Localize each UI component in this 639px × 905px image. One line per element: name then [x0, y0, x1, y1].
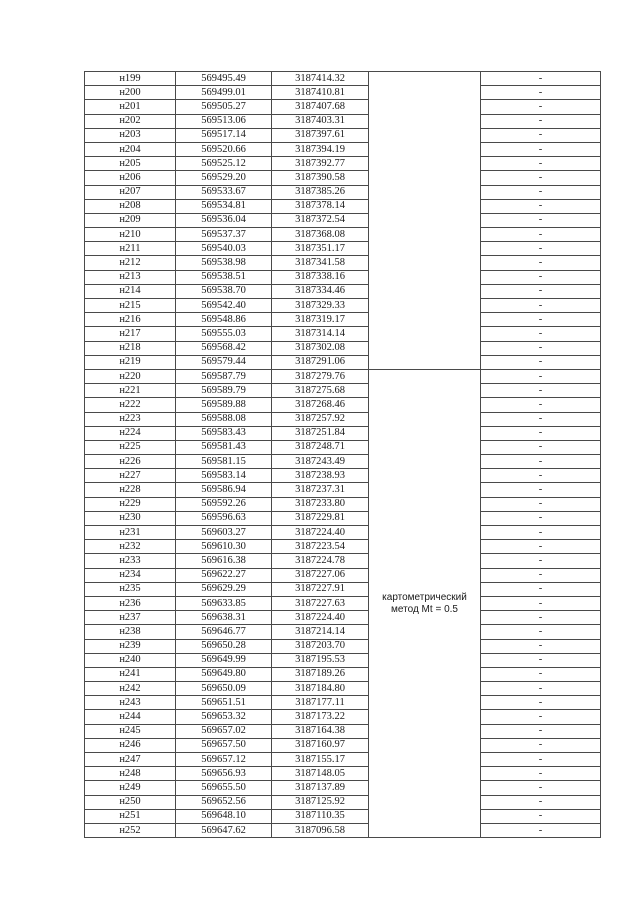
table-row: [85, 114, 601, 128]
table-row: [85, 242, 601, 256]
table-row: [85, 596, 601, 610]
note-cell: -: [481, 724, 601, 738]
note-cell: -: [481, 540, 601, 554]
y-coordinate-cell: 3187378.14: [272, 199, 369, 213]
table-row: [85, 753, 601, 767]
table-row: [85, 86, 601, 100]
y-coordinate-cell: 3187251.84: [272, 426, 369, 440]
note-cell: -: [481, 114, 601, 128]
coordinates-table-body: [85, 72, 601, 838]
y-coordinate-cell: 3187195.53: [272, 653, 369, 667]
x-coordinate-cell: 569517.14: [176, 128, 272, 142]
x-coordinate-cell: 569538.98: [176, 256, 272, 270]
x-coordinate-cell: 569616.38: [176, 554, 272, 568]
x-coordinate-cell: 569633.85: [176, 596, 272, 610]
y-coordinate-cell: 3187173.22: [272, 710, 369, 724]
point-name-cell: н215: [85, 299, 176, 313]
note-cell: -: [481, 767, 601, 781]
note-cell: -: [481, 554, 601, 568]
y-coordinate-cell: 3187189.26: [272, 667, 369, 681]
note-cell: -: [481, 625, 601, 639]
point-name-cell: н206: [85, 171, 176, 185]
table-row: [85, 213, 601, 227]
note-cell: -: [481, 809, 601, 823]
x-coordinate-cell: 569596.63: [176, 511, 272, 525]
table-row: [85, 540, 601, 554]
table-row: [85, 625, 601, 639]
x-coordinate-cell: 569588.08: [176, 412, 272, 426]
table-row: [85, 795, 601, 809]
note-cell: -: [481, 795, 601, 809]
y-coordinate-cell: 3187184.80: [272, 682, 369, 696]
point-name-cell: н221: [85, 384, 176, 398]
y-coordinate-cell: 3187334.46: [272, 284, 369, 298]
point-name-cell: н235: [85, 582, 176, 596]
note-cell: -: [481, 256, 601, 270]
y-coordinate-cell: 3187227.91: [272, 582, 369, 596]
y-coordinate-cell: 3187125.92: [272, 795, 369, 809]
note-cell: -: [481, 738, 601, 752]
note-cell: -: [481, 682, 601, 696]
table-row: [85, 582, 601, 596]
note-cell: -: [481, 412, 601, 426]
table-row: [85, 284, 601, 298]
y-coordinate-cell: 3187329.33: [272, 299, 369, 313]
y-coordinate-cell: 3187229.81: [272, 511, 369, 525]
note-cell: -: [481, 596, 601, 610]
table-row: [85, 100, 601, 114]
note-cell: -: [481, 497, 601, 511]
point-name-cell: н242: [85, 682, 176, 696]
table-row: [85, 554, 601, 568]
x-coordinate-cell: 569540.03: [176, 242, 272, 256]
note-cell: -: [481, 72, 601, 86]
note-cell: -: [481, 213, 601, 227]
y-coordinate-cell: 3187237.31: [272, 483, 369, 497]
note-cell: -: [481, 341, 601, 355]
point-name-cell: н228: [85, 483, 176, 497]
y-coordinate-cell: 3187223.54: [272, 540, 369, 554]
y-coordinate-cell: 3187137.89: [272, 781, 369, 795]
y-coordinate-cell: 3187314.14: [272, 327, 369, 341]
note-cell: -: [481, 440, 601, 454]
point-name-cell: н231: [85, 526, 176, 540]
x-coordinate-cell: 569649.99: [176, 653, 272, 667]
method-cell: [369, 72, 481, 370]
point-name-cell: н199: [85, 72, 176, 86]
point-name-cell: н241: [85, 667, 176, 681]
x-coordinate-cell: 569647.62: [176, 823, 272, 837]
table-row: [85, 781, 601, 795]
table-row: [85, 440, 601, 454]
table-row: [85, 341, 601, 355]
note-cell: -: [481, 753, 601, 767]
note-cell: -: [481, 568, 601, 582]
table-row: [85, 142, 601, 156]
point-name-cell: н217: [85, 327, 176, 341]
note-cell: -: [481, 157, 601, 171]
point-name-cell: н245: [85, 724, 176, 738]
point-name-cell: н250: [85, 795, 176, 809]
note-cell: -: [481, 426, 601, 440]
point-name-cell: н218: [85, 341, 176, 355]
point-name-cell: н211: [85, 242, 176, 256]
x-coordinate-cell: 569649.80: [176, 667, 272, 681]
table-row: [85, 738, 601, 752]
point-name-cell: н248: [85, 767, 176, 781]
table-row: [85, 313, 601, 327]
table-row: [85, 710, 601, 724]
table-row: [85, 483, 601, 497]
y-coordinate-cell: 3187164.38: [272, 724, 369, 738]
table-row: [85, 185, 601, 199]
point-name-cell: н200: [85, 86, 176, 100]
point-name-cell: н222: [85, 398, 176, 412]
note-cell: -: [481, 86, 601, 100]
point-name-cell: н207: [85, 185, 176, 199]
point-name-cell: н226: [85, 455, 176, 469]
note-cell: -: [481, 639, 601, 653]
note-cell: -: [481, 469, 601, 483]
point-name-cell: н210: [85, 228, 176, 242]
point-name-cell: н227: [85, 469, 176, 483]
y-coordinate-cell: 3187248.71: [272, 440, 369, 454]
y-coordinate-cell: 3187214.14: [272, 625, 369, 639]
note-cell: -: [481, 142, 601, 156]
x-coordinate-cell: 569568.42: [176, 341, 272, 355]
y-coordinate-cell: 3187410.81: [272, 86, 369, 100]
table-row: [85, 369, 601, 383]
x-coordinate-cell: 569538.70: [176, 284, 272, 298]
note-cell: -: [481, 270, 601, 284]
x-coordinate-cell: 569586.94: [176, 483, 272, 497]
x-coordinate-cell: 569520.66: [176, 142, 272, 156]
x-coordinate-cell: 569656.93: [176, 767, 272, 781]
x-coordinate-cell: 569622.27: [176, 568, 272, 582]
method-cell: картометрический метод Mt = 0.5: [369, 369, 481, 837]
table-row: [85, 299, 601, 313]
table-row: [85, 228, 601, 242]
note-cell: -: [481, 710, 601, 724]
y-coordinate-cell: 3187203.70: [272, 639, 369, 653]
point-name-cell: н246: [85, 738, 176, 752]
table-row: [85, 696, 601, 710]
table-row: [85, 653, 601, 667]
x-coordinate-cell: 569651.51: [176, 696, 272, 710]
x-coordinate-cell: 569581.43: [176, 440, 272, 454]
point-name-cell: н243: [85, 696, 176, 710]
y-coordinate-cell: 3187338.16: [272, 270, 369, 284]
table-row: [85, 270, 601, 284]
x-coordinate-cell: 569648.10: [176, 809, 272, 823]
point-name-cell: н202: [85, 114, 176, 128]
point-name-cell: н249: [85, 781, 176, 795]
y-coordinate-cell: 3187238.93: [272, 469, 369, 483]
y-coordinate-cell: 3187392.77: [272, 157, 369, 171]
table-row: [85, 355, 601, 369]
x-coordinate-cell: 569657.50: [176, 738, 272, 752]
x-coordinate-cell: 569533.67: [176, 185, 272, 199]
y-coordinate-cell: 3187302.08: [272, 341, 369, 355]
point-name-cell: н209: [85, 213, 176, 227]
table-row: [85, 72, 601, 86]
note-cell: -: [481, 284, 601, 298]
note-cell: -: [481, 696, 601, 710]
x-coordinate-cell: 569581.15: [176, 455, 272, 469]
point-name-cell: н224: [85, 426, 176, 440]
table-row: [85, 511, 601, 525]
x-coordinate-cell: 569653.32: [176, 710, 272, 724]
x-coordinate-cell: 569555.03: [176, 327, 272, 341]
x-coordinate-cell: 569657.12: [176, 753, 272, 767]
table-row: [85, 199, 601, 213]
table-row: [85, 469, 601, 483]
x-coordinate-cell: 569505.27: [176, 100, 272, 114]
note-cell: -: [481, 327, 601, 341]
y-coordinate-cell: 3187397.61: [272, 128, 369, 142]
table-row: [85, 157, 601, 171]
y-coordinate-cell: 3187279.76: [272, 369, 369, 383]
note-cell: -: [481, 483, 601, 497]
x-coordinate-cell: 569652.56: [176, 795, 272, 809]
x-coordinate-cell: 569534.81: [176, 199, 272, 213]
x-coordinate-cell: 569525.12: [176, 157, 272, 171]
table-row: [85, 412, 601, 426]
note-cell: -: [481, 299, 601, 313]
point-name-cell: н244: [85, 710, 176, 724]
x-coordinate-cell: 569638.31: [176, 611, 272, 625]
point-name-cell: н238: [85, 625, 176, 639]
x-coordinate-cell: 569538.51: [176, 270, 272, 284]
x-coordinate-cell: 569536.04: [176, 213, 272, 227]
table-row: [85, 682, 601, 696]
note-cell: -: [481, 199, 601, 213]
x-coordinate-cell: 569548.86: [176, 313, 272, 327]
y-coordinate-cell: 3187268.46: [272, 398, 369, 412]
y-coordinate-cell: 3187275.68: [272, 384, 369, 398]
x-coordinate-cell: 569629.29: [176, 582, 272, 596]
table-row: [85, 398, 601, 412]
point-name-cell: н252: [85, 823, 176, 837]
x-coordinate-cell: 569657.02: [176, 724, 272, 738]
x-coordinate-cell: 569579.44: [176, 355, 272, 369]
x-coordinate-cell: 569589.88: [176, 398, 272, 412]
y-coordinate-cell: 3187291.06: [272, 355, 369, 369]
x-coordinate-cell: 569592.26: [176, 497, 272, 511]
y-coordinate-cell: 3187148.05: [272, 767, 369, 781]
y-coordinate-cell: 3187390.58: [272, 171, 369, 185]
y-coordinate-cell: 3187227.06: [272, 568, 369, 582]
x-coordinate-cell: 569495.49: [176, 72, 272, 86]
point-name-cell: н234: [85, 568, 176, 582]
y-coordinate-cell: 3187372.54: [272, 213, 369, 227]
note-cell: -: [481, 823, 601, 837]
note-cell: -: [481, 511, 601, 525]
note-cell: -: [481, 526, 601, 540]
table-row: [85, 497, 601, 511]
note-cell: -: [481, 455, 601, 469]
y-coordinate-cell: 3187385.26: [272, 185, 369, 199]
note-cell: -: [481, 100, 601, 114]
point-name-cell: н205: [85, 157, 176, 171]
table-row: [85, 611, 601, 625]
table-row: [85, 128, 601, 142]
y-coordinate-cell: 3187177.11: [272, 696, 369, 710]
y-coordinate-cell: 3187394.19: [272, 142, 369, 156]
point-name-cell: н213: [85, 270, 176, 284]
note-cell: -: [481, 781, 601, 795]
y-coordinate-cell: 3187155.17: [272, 753, 369, 767]
point-name-cell: н212: [85, 256, 176, 270]
x-coordinate-cell: 569529.20: [176, 171, 272, 185]
x-coordinate-cell: 569589.79: [176, 384, 272, 398]
point-name-cell: н216: [85, 313, 176, 327]
x-coordinate-cell: 569655.50: [176, 781, 272, 795]
x-coordinate-cell: 569603.27: [176, 526, 272, 540]
x-coordinate-cell: 569650.28: [176, 639, 272, 653]
table-row: [85, 171, 601, 185]
note-cell: -: [481, 667, 601, 681]
note-cell: -: [481, 128, 601, 142]
x-coordinate-cell: 569537.37: [176, 228, 272, 242]
x-coordinate-cell: 569646.77: [176, 625, 272, 639]
x-coordinate-cell: 569650.09: [176, 682, 272, 696]
table-row: [85, 426, 601, 440]
x-coordinate-cell: 569513.06: [176, 114, 272, 128]
note-cell: -: [481, 582, 601, 596]
table-row: [85, 823, 601, 837]
point-name-cell: н240: [85, 653, 176, 667]
y-coordinate-cell: 3187110.35: [272, 809, 369, 823]
note-cell: -: [481, 398, 601, 412]
point-name-cell: н223: [85, 412, 176, 426]
note-cell: -: [481, 653, 601, 667]
y-coordinate-cell: 3187233.80: [272, 497, 369, 511]
table-row: [85, 384, 601, 398]
point-name-cell: н247: [85, 753, 176, 767]
note-cell: -: [481, 242, 601, 256]
table-row: [85, 327, 601, 341]
x-coordinate-cell: 569499.01: [176, 86, 272, 100]
y-coordinate-cell: 3187224.78: [272, 554, 369, 568]
table-row: [85, 568, 601, 582]
point-name-cell: н204: [85, 142, 176, 156]
x-coordinate-cell: 569610.30: [176, 540, 272, 554]
point-name-cell: н229: [85, 497, 176, 511]
table-row: [85, 809, 601, 823]
point-name-cell: н220: [85, 369, 176, 383]
point-name-cell: н201: [85, 100, 176, 114]
y-coordinate-cell: 3187224.40: [272, 611, 369, 625]
table-row: [85, 639, 601, 653]
table-row: [85, 767, 601, 781]
coordinates-table: [84, 71, 601, 838]
note-cell: -: [481, 384, 601, 398]
point-name-cell: н232: [85, 540, 176, 554]
point-name-cell: н251: [85, 809, 176, 823]
point-name-cell: н203: [85, 128, 176, 142]
point-name-cell: н237: [85, 611, 176, 625]
point-name-cell: н233: [85, 554, 176, 568]
point-name-cell: н236: [85, 596, 176, 610]
point-name-cell: н214: [85, 284, 176, 298]
y-coordinate-cell: 3187096.58: [272, 823, 369, 837]
y-coordinate-cell: 3187407.68: [272, 100, 369, 114]
x-coordinate-cell: 569583.43: [176, 426, 272, 440]
y-coordinate-cell: 3187227.63: [272, 596, 369, 610]
note-cell: -: [481, 611, 601, 625]
note-cell: -: [481, 228, 601, 242]
note-cell: -: [481, 185, 601, 199]
y-coordinate-cell: 3187368.08: [272, 228, 369, 242]
x-coordinate-cell: 569542.40: [176, 299, 272, 313]
note-cell: -: [481, 355, 601, 369]
y-coordinate-cell: 3187351.17: [272, 242, 369, 256]
y-coordinate-cell: 3187403.31: [272, 114, 369, 128]
note-cell: -: [481, 313, 601, 327]
x-coordinate-cell: 569587.79: [176, 369, 272, 383]
table-row: [85, 455, 601, 469]
table-row: [85, 667, 601, 681]
y-coordinate-cell: 3187243.49: [272, 455, 369, 469]
table-row: [85, 526, 601, 540]
y-coordinate-cell: 3187414.32: [272, 72, 369, 86]
note-cell: -: [481, 171, 601, 185]
y-coordinate-cell: 3187319.17: [272, 313, 369, 327]
point-name-cell: н219: [85, 355, 176, 369]
y-coordinate-cell: 3187341.58: [272, 256, 369, 270]
y-coordinate-cell: 3187224.40: [272, 526, 369, 540]
y-coordinate-cell: 3187160.97: [272, 738, 369, 752]
x-coordinate-cell: 569583.14: [176, 469, 272, 483]
point-name-cell: н239: [85, 639, 176, 653]
point-name-cell: н225: [85, 440, 176, 454]
point-name-cell: н208: [85, 199, 176, 213]
note-cell: -: [481, 369, 601, 383]
table-row: [85, 724, 601, 738]
y-coordinate-cell: 3187257.92: [272, 412, 369, 426]
table-row: [85, 256, 601, 270]
point-name-cell: н230: [85, 511, 176, 525]
